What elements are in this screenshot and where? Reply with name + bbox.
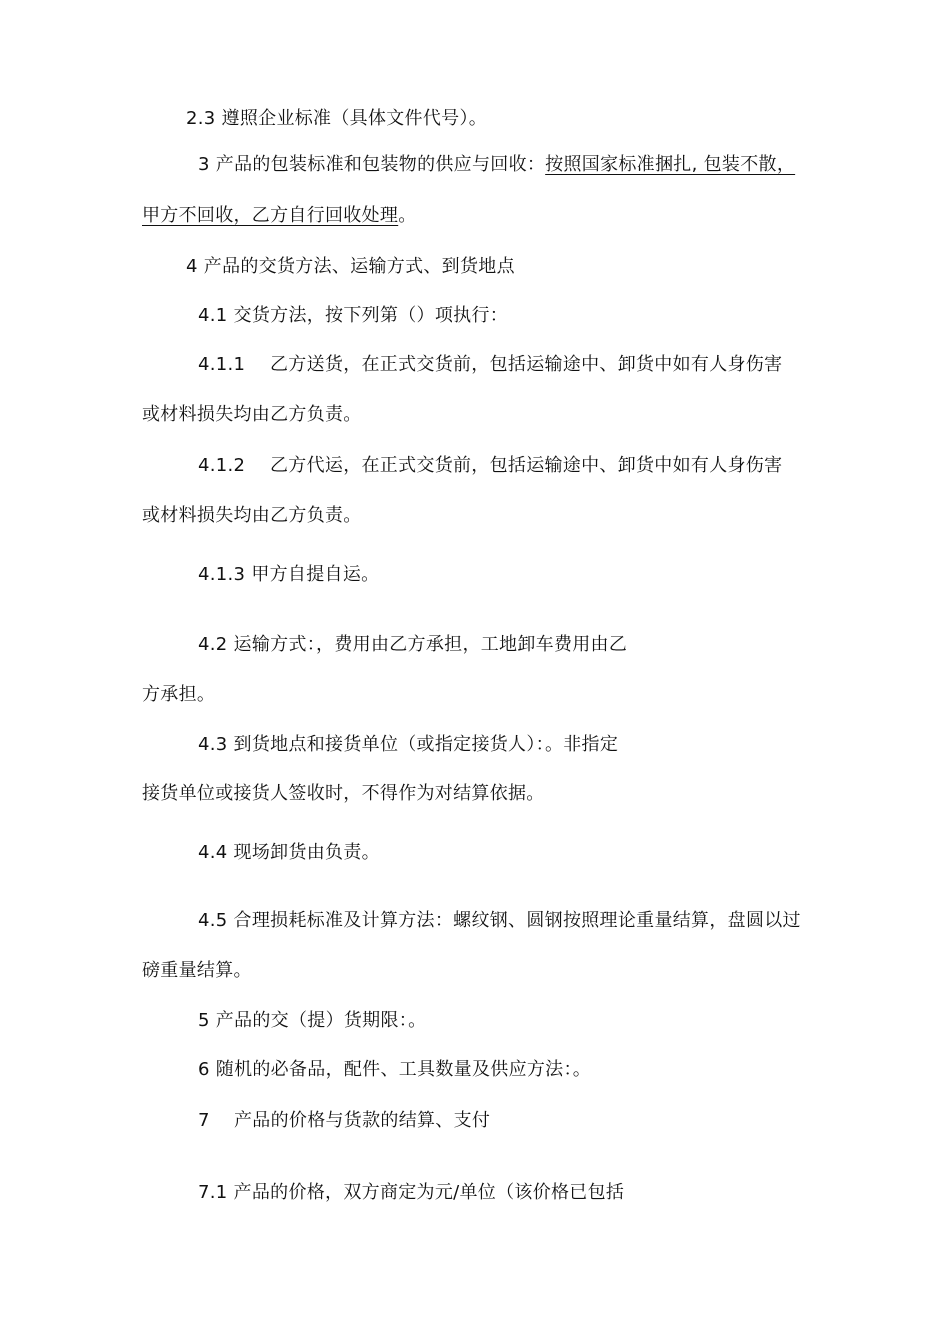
clause-4-1-2-number: 4.1.2 bbox=[198, 455, 246, 476]
clause-5: 5 产品的交（提）货期限：。 bbox=[198, 1010, 427, 1031]
clause-3 bbox=[198, 152, 795, 178]
clause-4-1-1-number: 4.1.1 bbox=[198, 354, 246, 375]
clause-4-1-2-text: 乙方代运，在正式交货前，包括运输途中、卸货中如有人身伤害 bbox=[270, 455, 783, 476]
clause-4-5: 4.5 合理损耗标准及计算方法：螺纹钢、圆钢按照理论重量结算，盘圆以过 bbox=[198, 910, 801, 931]
clause-7-1: 7.1 产品的价格，双方商定为元/单位（该价格已包括 bbox=[198, 1182, 625, 1203]
clause-4-1-3: 4.1.3 甲方自提自运。 bbox=[198, 564, 380, 585]
clause-4-1-1-text: 乙方送货，在正式交货前，包括运输途中、卸货中如有人身伤害 bbox=[270, 354, 783, 375]
clause-3-underlined-text: 按照国家标准捆扎, 包装不散， bbox=[545, 154, 796, 175]
clause-4-3: 4.3 到货地点和接货单位（或指定接货人）：。非指定 bbox=[198, 734, 619, 755]
clause-4-1-1 bbox=[198, 352, 782, 378]
clause-4-4: 4.4 现场卸货由负责。 bbox=[198, 842, 380, 863]
clause-2-3: 2.3 遵照企业标准（具体文件代号）。 bbox=[186, 108, 488, 129]
clause-7 bbox=[198, 1108, 490, 1134]
clause-4-1: 4.1 交货方法，按下列第（）项执行： bbox=[198, 305, 509, 326]
clause-7-number: 7 bbox=[198, 1110, 210, 1131]
clause-4-1-2 bbox=[198, 453, 782, 479]
clause-3-continuation bbox=[142, 203, 417, 229]
clause-4: 4 产品的交货方法、运输方式、到货地点 bbox=[186, 256, 515, 277]
clause-3-text: 3 产品的包装标准和包装物的供应与回收： bbox=[198, 154, 546, 175]
clause-3-end: 。 bbox=[398, 205, 417, 226]
clause-4-3-continuation: 接货单位或接货人签收时，不得作为对结算依据。 bbox=[142, 783, 545, 804]
clause-4-1-2-continuation: 或材料损失均由乙方负责。 bbox=[142, 505, 362, 526]
clause-4-1-1-continuation: 或材料损失均由乙方负责。 bbox=[142, 404, 362, 425]
clause-3-underlined-continuation: 甲方不回收，乙方自行回收处理 bbox=[142, 205, 399, 226]
clause-4-2: 4.2 运输方式：，费用由乙方承担，工地卸车费用由乙 bbox=[198, 634, 628, 655]
clause-4-5-continuation: 磅重量结算。 bbox=[142, 960, 252, 981]
clause-4-2-continuation: 方承担。 bbox=[142, 684, 216, 705]
clause-7-text: 产品的价格与货款的结算、支付 bbox=[234, 1110, 491, 1131]
clause-6: 6 随机的必备品，配件、工具数量及供应方法：。 bbox=[198, 1059, 592, 1080]
